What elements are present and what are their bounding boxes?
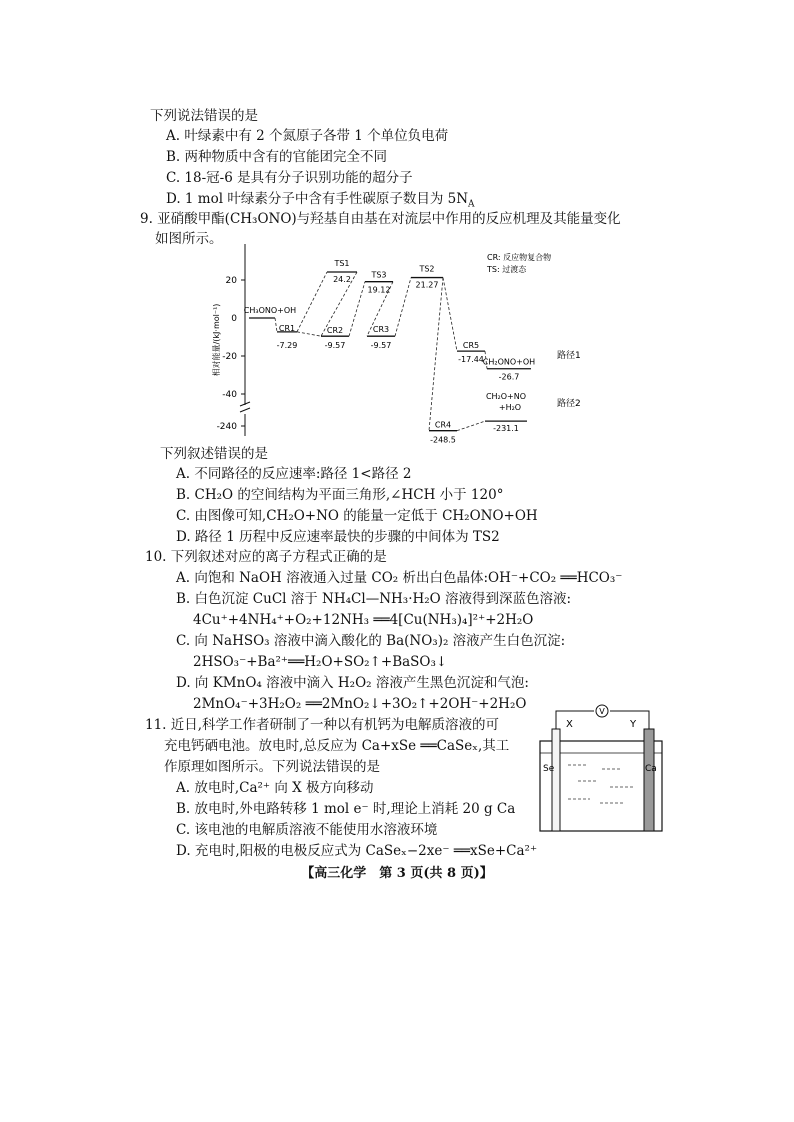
electrode-x-label: X <box>566 719 573 730</box>
q11-option-d: D. 充电时,阳极的电极反应式为 CaSeₓ−2xe⁻ ══xSe+Ca²⁺ <box>176 843 538 859</box>
legend-entry: CR: 反应物复合物 <box>487 253 552 262</box>
level-value-label: 19.12 <box>367 285 391 295</box>
path-connector <box>395 278 411 337</box>
q11-stem-3: 作原理如图所示。下列说法错误的是 <box>164 759 380 775</box>
level-value-label: -9.57 <box>324 341 346 351</box>
level-name-label: CR4 <box>434 420 452 430</box>
q9-question: 下列叙述错误的是 <box>160 446 268 462</box>
q9-stem: 9. 亚硝酸甲酯(CH₃ONO)与羟基自由基在对流层中作用的反应机理及其能量变化 <box>140 211 621 227</box>
y-tick-label: 20 <box>225 276 237 286</box>
level-name-label: CR3 <box>372 325 390 335</box>
q8-option-c: C. 18-冠-6 是具有分子识别功能的超分子 <box>166 170 413 186</box>
voltmeter-label: V <box>599 707 605 716</box>
ca-electrode-label: Ca <box>645 764 657 774</box>
q11-option-c: C. 该电池的电解质溶液不能使用水溶液环境 <box>176 822 438 838</box>
q8-option-a: A. 叶绿素中有 2 个氮原子各带 1 个单位负电荷 <box>166 128 449 144</box>
q10-equation-b: 4Cu⁺+4NH₄⁺+O₂+12NH₃ ══4[Cu(NH₃)₄]²⁺+2H₂O <box>193 612 534 628</box>
path-connector <box>275 318 277 332</box>
q9-option-d: D. 路径 1 历程中反应速率最快的步骤的中间体为 TS2 <box>176 529 500 545</box>
q9-option-b: B. CH₂O 的空间结构为平面三角形,∠HCH 小于 120° <box>176 487 504 503</box>
y-tick-label: -40 <box>222 390 237 400</box>
level-value-label: -248.5 <box>430 435 456 445</box>
level-name-label: TS1 <box>334 259 350 269</box>
se-electrode-label: Se <box>543 764 555 774</box>
level-name-label: TS2 <box>419 264 435 274</box>
level-name-label: CR2 <box>326 326 344 336</box>
y-tick-label: -240 <box>216 422 237 432</box>
battery-diagram <box>538 703 668 835</box>
level-value-label: -7.29 <box>276 340 298 350</box>
q11-option-a: A. 放电时,Ca²⁺ 向 X 极方向移动 <box>176 780 374 796</box>
level-name-label: TS3 <box>371 270 387 280</box>
q10-option-b: B. 白色沉淀 CuCl 溶于 NH₄Cl—NH₃·H₂O 溶液得到深蓝色溶液: <box>176 591 572 607</box>
level-value-label: -17.44 <box>458 355 484 365</box>
level-value-label: -231.1 <box>493 424 519 434</box>
level-value-label: -9.57 <box>370 341 392 351</box>
path-connector <box>349 282 365 337</box>
q10-equation-d: 2MnO₄⁻+3H₂O₂ ══2MnO₂↓+3O₂↑+2OH⁻+2H₂O <box>193 696 527 712</box>
path-connector <box>443 278 457 352</box>
energy-profile-chart <box>205 240 595 445</box>
q9-option-a: A. 不同路径的反应速率:路径 1<路径 2 <box>176 466 412 482</box>
path-connector <box>457 421 485 431</box>
q11-stem-2: 充电钙硒电池。放电时,总反应为 Ca+xSe ══CaSeₓ,其工 <box>164 738 510 754</box>
q10-option-c: C. 向 NaHSO₃ 溶液中滴入酸化的 Ba(NO₃)₂ 溶液产生白色沉淀: <box>176 633 566 649</box>
axis-break-mark <box>240 402 250 412</box>
q9-stem-2: 如图所示。 <box>155 231 223 247</box>
y-axis-label: 相对能量/(kJ·mol⁻¹) <box>212 303 221 377</box>
q10-option-d: D. 向 KMnO₄ 溶液中滴入 H₂O₂ 溶液产生黑色沉淀和气泡: <box>176 675 529 691</box>
legend-entry: TS: 过渡态 <box>487 265 527 274</box>
path-connector <box>429 278 443 431</box>
electrode-y-label: Y <box>630 719 637 730</box>
y-tick-label: 0 <box>231 314 237 324</box>
level-name-label: CR1 <box>278 323 296 333</box>
level-value-label: 24.2 <box>333 275 351 285</box>
q11-option-b: B. 放电时,外电路转移 1 mol e⁻ 时,理论上消耗 20 g Ca <box>176 801 516 817</box>
level-name-label: CH₃ONO+OH <box>243 306 297 315</box>
level-name-label: +H₂O <box>498 403 522 413</box>
path-2-label: 路径2 <box>557 399 581 409</box>
q8-option-b: B. 两种物质中含有的官能团完全不同 <box>166 149 388 165</box>
y-tick-label: -20 <box>222 352 237 362</box>
path-1-label: 路径1 <box>557 351 581 361</box>
q10-option-a: A. 向饱和 NaOH 溶液通入过量 CO₂ 析出白色晶体:OH⁻+CO₂ ══HCO₃⁻ <box>176 570 623 586</box>
page-footer: 【高三化学 第 3 页(共 8 页)】 <box>301 866 493 881</box>
q10-equation-c: 2HSO₃⁻+Ba²⁺══H₂O+SO₂↑+BaSO₃↓ <box>193 654 448 670</box>
level-name-label: CR5 <box>462 341 480 351</box>
q8-option-d: D. 1 mol 叶绿素分子中含有手性碳原子数目为 $5N_A$ <box>166 191 475 210</box>
q11-stem-1: 11. 近日,科学工作者研制了一种以有机钙为电解质溶液的可 <box>145 717 500 733</box>
path-connector <box>297 332 321 336</box>
q10-stem: 10. 下列叙述对应的离子方程式正确的是 <box>145 549 387 565</box>
q9-option-c: C. 由图像可知,CH₂O+NO 的能量一定低于 CH₂ONO+OH <box>176 508 538 524</box>
level-name-label: CH₂O+NO <box>485 392 527 402</box>
q8-stem: 下列说法错误的是 <box>150 108 258 124</box>
level-name-label: CH₂ONO+OH <box>482 357 536 367</box>
path-connector <box>297 272 327 332</box>
level-value-label: -26.7 <box>498 372 520 382</box>
level-value-label: 21.27 <box>415 280 439 290</box>
